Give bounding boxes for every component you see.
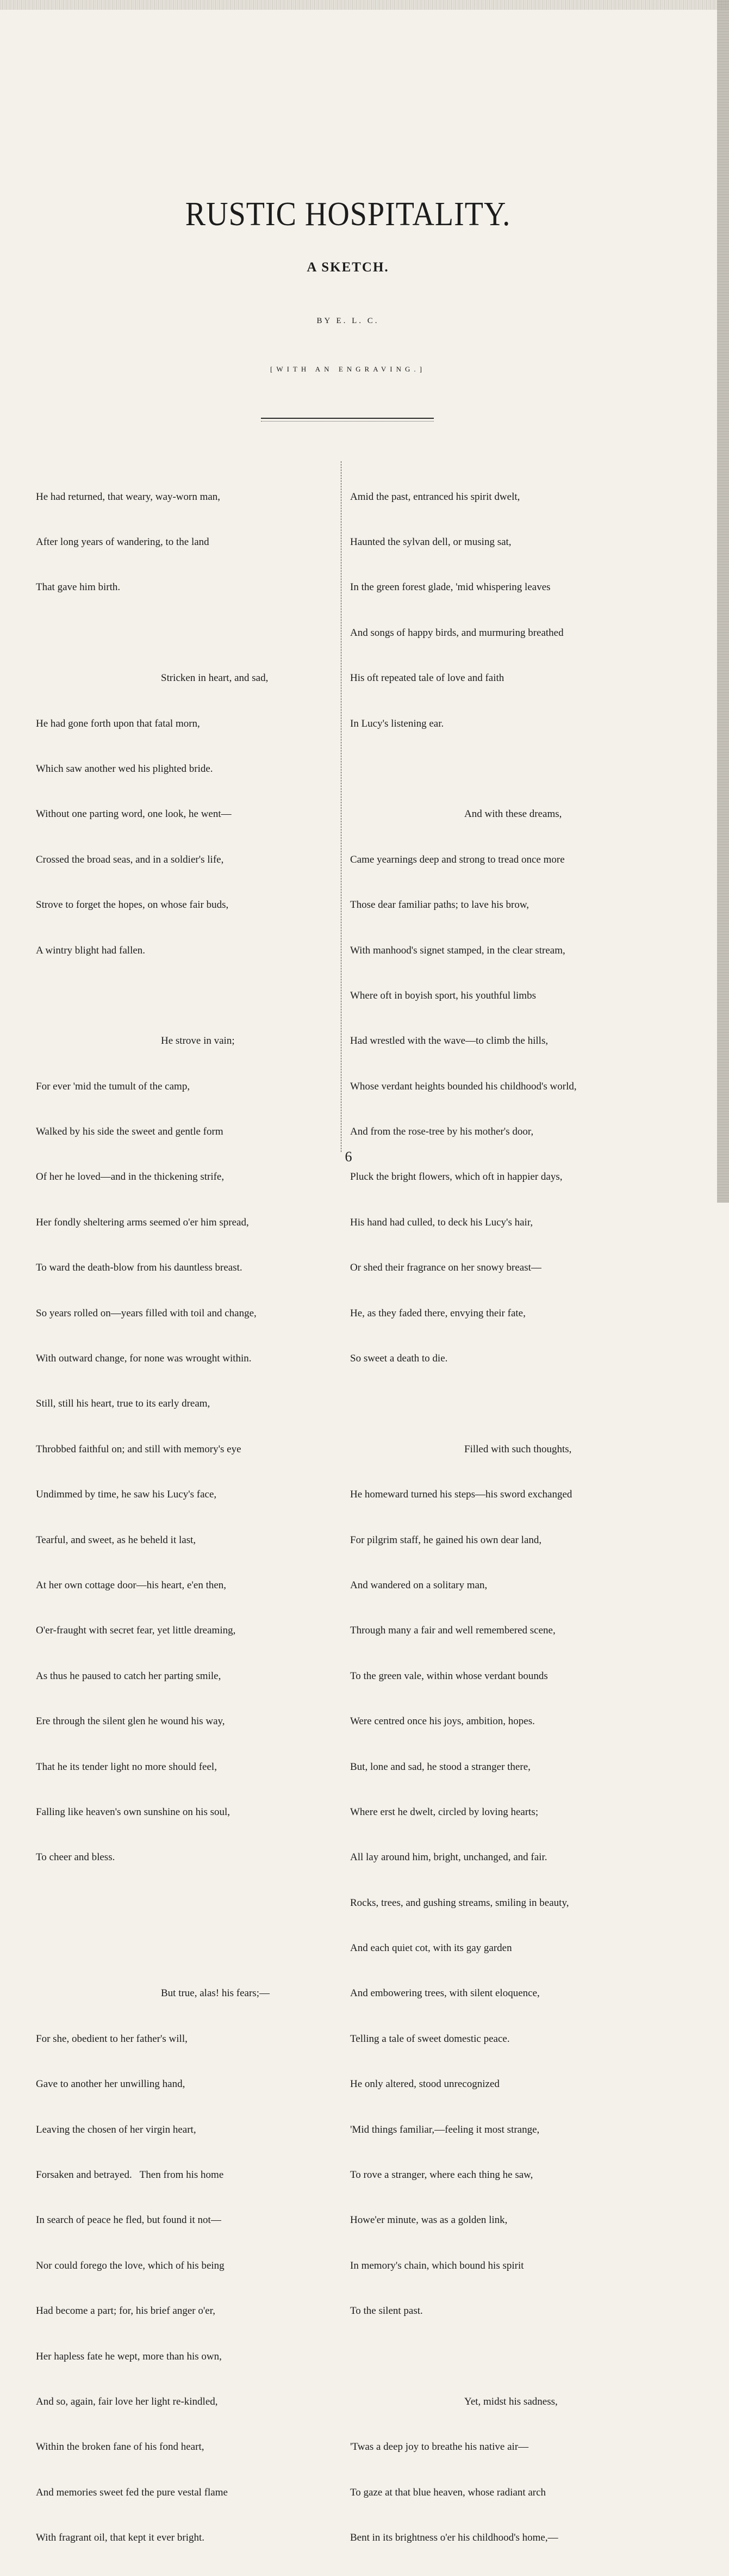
author-byline: BY E. L. C. xyxy=(316,317,379,325)
verse-line: Amid the past, entranced his spirit dwelt, xyxy=(350,491,520,503)
verse-line: 'Mid things familiar,—feeling it most strange, xyxy=(350,2123,540,2135)
stanza-lead: And with these dreams, xyxy=(464,808,562,820)
page-edge-right xyxy=(717,0,729,1203)
title-rule xyxy=(261,418,434,422)
stanza-gap xyxy=(36,1896,329,1911)
verse-line: That he its tender light no more should feel, xyxy=(36,1761,217,1773)
verse-line: To rove a stranger, where each thing he saw, xyxy=(350,2169,533,2181)
stanza-lead: But true, alas! his fears;— xyxy=(161,1987,270,1999)
verse-line: Crossed the broad seas, and in a soldier's life, xyxy=(36,853,224,865)
stanza-gap xyxy=(350,2349,644,2364)
verse-line: He only altered, stood unrecognized xyxy=(350,2078,500,2090)
verse-line: Ere through the silent glen he wound his way, xyxy=(36,1716,225,1727)
verse-line: But, lone and sad, he stood a stranger there, xyxy=(350,1761,531,1773)
verse-line: Her fondly sheltering arms seemed o'er him spread, xyxy=(36,1216,249,1228)
poem-subtitle: A SKETCH. xyxy=(307,260,389,275)
verse-line: 'Twas a deep joy to breathe his native air— xyxy=(350,2441,529,2453)
verse-line: After long years of wandering, to the land xyxy=(36,536,209,548)
verse-line: With fragrant oil, that kept it ever bright. xyxy=(36,2532,205,2544)
verse-line: Which saw another wed his plighted bride. xyxy=(36,763,213,775)
verse-line: To the green vale, within whose verdant bounds xyxy=(350,1670,548,1682)
verse-line: To the silent past. xyxy=(350,2305,423,2317)
verse-line: Within the broken fane of his fond heart, xyxy=(36,2441,204,2453)
verse-line: Or shed their fragrance on her snowy breast— xyxy=(350,1262,541,1274)
verse-line: He homeward turned his steps—his sword exchanged xyxy=(350,1489,572,1501)
verse-line: To gaze at that blue heaven, whose radiant arch xyxy=(350,2486,546,2498)
stanza-lead: Yet, midst his sadness, xyxy=(464,2396,558,2407)
left-column xyxy=(36,459,329,2576)
stanza-gap xyxy=(36,626,329,641)
verse-line: And wandered on a solitary man, xyxy=(350,1579,488,1591)
verse-line: And so, again, fair love her light re-kindled, xyxy=(36,2396,218,2407)
verse-line: And embowering trees, with silent eloquence, xyxy=(350,1987,540,1999)
verse-line: In search of peace he fled, but found it not— xyxy=(36,2214,221,2226)
verse-line: And each quiet cot, with its gay garden xyxy=(350,1942,512,1954)
verse-line: He had gone forth upon that fatal morn, xyxy=(36,717,200,729)
verse-line: Of her he loved—and in the thickening strife, xyxy=(36,1171,225,1183)
verse-line: With outward change, for none was wrought within. xyxy=(36,1353,252,1365)
verse-line: Undimmed by time, he saw his Lucy's face, xyxy=(36,1489,217,1501)
verse-line: Walked by his side the sweet and gentle form xyxy=(36,1126,223,1138)
verse-line: A wintry blight had fallen. xyxy=(36,944,146,956)
verse-line: Falling like heaven's own sunshine on his soul, xyxy=(36,1806,230,1818)
verse-line: Tearful, and sweet, as he beheld it last, xyxy=(36,1534,196,1546)
stanza-gap xyxy=(36,1941,329,1956)
verse-line: Leaving the chosen of her virgin heart, xyxy=(36,2123,196,2135)
verse-line: As thus he paused to catch her parting smile, xyxy=(36,1670,221,1682)
verse-line: He had returned, that weary, way-worn man, xyxy=(36,491,221,503)
verse-line: Pluck the bright flowers, which oft in happier days, xyxy=(350,1171,563,1183)
verse-line: O'er-fraught with secret fear, yet little dreaming, xyxy=(36,1625,236,1637)
stanza-gap xyxy=(350,761,644,777)
verse-line: So years rolled on—years filled with toil and change, xyxy=(36,1307,257,1319)
engraving-note: [WITH AN ENGRAVING.] xyxy=(270,365,426,373)
verse-line: His oft repeated tale of love and faith xyxy=(350,672,504,684)
verse-line: Where oft in boyish sport, his youthful limbs xyxy=(350,989,536,1001)
verse-line: And from the rose-tree by his mother's door, xyxy=(350,1126,534,1138)
verse-line: Strove to forget the hopes, on whose fair buds, xyxy=(36,899,229,911)
page-number: 6 xyxy=(345,1149,352,1165)
verse-line: Nor could forego the love, which of his being xyxy=(36,2259,225,2271)
verse-line: And songs of happy birds, and murmuring breathed xyxy=(350,627,564,639)
verse-line: Gave to another her unwilling hand, xyxy=(36,2078,185,2090)
verse-line: He, as they faded there, envying their fate, xyxy=(350,1307,526,1319)
verse-line: Were centred once his joys, ambition, hopes. xyxy=(350,1716,535,1727)
verse-line: Whose verdant heights bounded his childhood's world, xyxy=(350,1080,577,1092)
verse-line: His hand had culled, to deck his Lucy's hair, xyxy=(350,1216,533,1228)
verse-line: For she, obedient to her father's will, xyxy=(36,2033,188,2045)
verse-line: Howe'er minute, was as a golden link, xyxy=(350,2214,508,2226)
poem-title: RUSTIC HOSPITALITY. xyxy=(185,195,511,233)
stanza-lead: Stricken in heart, and sad, xyxy=(161,672,269,684)
verse-line: Rocks, trees, and gushing streams, smiling in beauty, xyxy=(350,1897,569,1909)
verse-line: In memory's chain, which bound his spirit xyxy=(350,2259,524,2271)
verse-line: So sweet a death to die. xyxy=(350,1353,448,1365)
verse-line: In the green forest glade, 'mid whispering leaves xyxy=(350,581,551,593)
verse-line: With manhood's signet stamped, in the clear stream, xyxy=(350,944,565,956)
verse-line: Where erst he dwelt, circled by loving hearts; xyxy=(350,1806,539,1818)
verse-line: Haunted the sylvan dell, or musing sat, xyxy=(350,536,512,548)
verse-line: At her own cottage door—his heart, e'en then, xyxy=(36,1579,227,1591)
stanza-lead: He strove in vain; xyxy=(161,1035,235,1047)
verse-line: Throbbed faithful on; and still with memory's eye xyxy=(36,1443,241,1455)
verse-line: Bent in its brightness o'er his childhood's home,— xyxy=(350,2532,558,2544)
verse-line: For ever 'mid the tumult of the camp, xyxy=(36,1080,190,1092)
verse-line: Forsaken and betrayed. Then from his home xyxy=(36,2169,224,2181)
verse-line: Without one parting word, one look, he went— xyxy=(36,808,232,820)
verse-line: And memories sweet fed the pure vestal flame xyxy=(36,2486,228,2498)
verse-line: To ward the death-blow from his dauntless breast. xyxy=(36,1262,242,1274)
verse-line: Through many a fair and well remembered scene, xyxy=(350,1625,556,1637)
verse-line: Came yearnings deep and strong to tread once more xyxy=(350,853,565,865)
verse-line: To cheer and bless. xyxy=(36,1852,115,1863)
verse-line: Had become a part; for, his brief anger o'er, xyxy=(36,2305,216,2317)
verse-line: All lay around him, bright, unchanged, and fair. xyxy=(350,1852,547,1863)
verse-line: Had wrestled with the wave—to climb the hills, xyxy=(350,1035,549,1047)
verse-line: Those dear familiar paths; to lave his brow, xyxy=(350,899,529,911)
verse-line: That gave him birth. xyxy=(36,581,121,593)
stanza-gap xyxy=(350,1396,644,1411)
stanza-lead: Filled with such thoughts, xyxy=(464,1443,572,1455)
right-column xyxy=(350,459,644,2576)
verse-line: In Lucy's listening ear. xyxy=(350,717,444,729)
stanza-gap xyxy=(36,988,329,1004)
verse-line: Telling a tale of sweet domestic peace. xyxy=(350,2033,510,2045)
page-edge-top xyxy=(0,0,729,10)
verse-line: For pilgrim staff, he gained his own dear land, xyxy=(350,1534,542,1546)
verse-line: Still, still his heart, true to its early dream, xyxy=(36,1398,210,1410)
verse-line: Her hapless fate he wept, more than his own, xyxy=(36,2350,222,2362)
